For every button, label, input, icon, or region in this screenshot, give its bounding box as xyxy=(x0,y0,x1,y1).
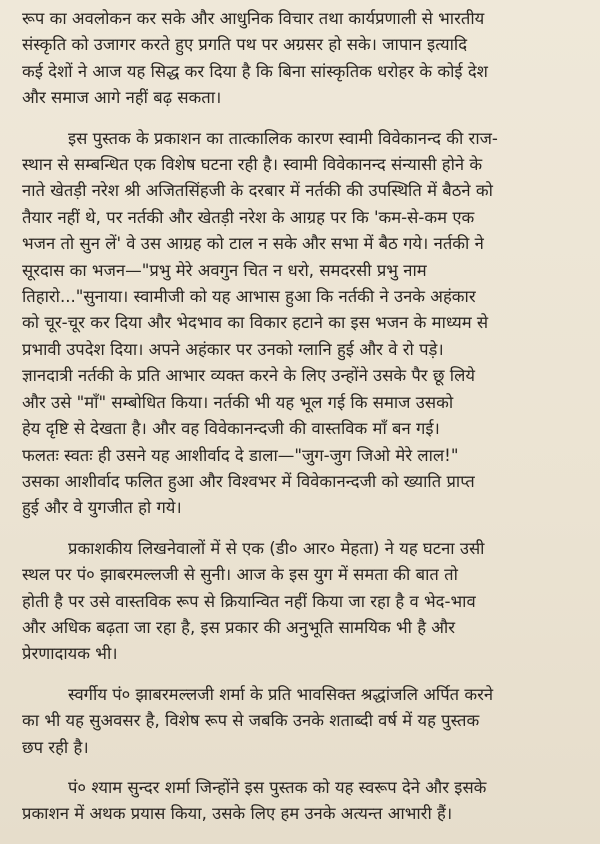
paragraph-spacer xyxy=(22,112,588,126)
paragraph-1: रूप का अवलोकन कर सके और आधुनिक विचार तथा कार्यप्रणाली से भारतीय संस्कृति को उजागर करते हुए प्रगति पथ पर अग्रसर हो सके। जापान इत्यादि कई देशों ने आज यह सिद्ध कर दिया है कि बिना सांस्कृतिक धरोहर के कोई देश और समाज आगे नहीं बढ़ सकता। xyxy=(22,9,488,108)
paragraph-4: स्वर्गीय पं० झाबरमल्लजी शर्मा के प्रति भावसिक्त श्रद्धांजलि अर्पित करने का भी यह सुअवसर है, विशेष रूप से जबकि उनके शताब्दी वर्ष में यह पुस्तक छप रही है। xyxy=(22,684,494,757)
paragraph-spacer xyxy=(22,761,588,775)
paragraph-5: पं० श्याम सुन्दर शर्मा जिन्होंने इस पुस्तक को यह स्वरूप देने और इसके प्रकाशन में अथक प्रयास किया, उसके लिए हम उनके अत्यन्त आभारी हैं। xyxy=(22,777,487,824)
paragraph-3: प्रकाशकीय लिखनेवालों में से एक (डी० आर० मेहता) ने यह घटना उसी स्थल पर पं० झाबरमल्लजी से सुनी। आज के इस युग में समता की बात तो होती है पर उसे वास्तविक रूप से क्रियान्वित नहीं किया जा रहा है व भेद-भाव और अधिक बढ़ता जा रहा है, इस प्रकार की अनुभूति सामयिक भी है और प्रेरणादायक भी। xyxy=(22,538,485,664)
paragraph-spacer xyxy=(22,668,588,682)
paragraph-spacer xyxy=(22,522,588,536)
paragraph-2: इस पुस्तक के प्रकाशन का तात्कालिक कारण स्वामी विवेकानन्द की राज- स्थान से सम्बन्धित एक विशेष घटना रही है। स्वामी विवेकानन्द संन्यासी होने के नाते खेतड़ी नरेश श्री अजितसिंहजी के दरबार में नर्तकी की उपस्थिति में बैठने को तैयार नहीं थे, पर नर्तकी और खेतड़ी नरेश के आग्रह पर कि 'कम-से-कम एक भजन तो सुन लें' वे उस आग्रह को टाल न सके और सभा में बैठ गये। नर्तकी ने सूरदास का भजन—"प्रभु मेरे अवगुन चित न धरो, समदरसी प्रभु नाम तिहारो..."सुनाया। स्वामीजी को यह आभास हुआ कि नर्तकी ने उनके अहंकार को चूर-चूर कर दिया और भेदभाव का विकार हटाने का इस भजन के माध्यम से प्रभावी उपदेश दिया। अपने अहंकार पर उनको ग्लानि हुई और वे रो पड़े। ज्ञानदात्री नर्तकी के प्रति आभार व्यक्त करने के लिए उन्होंने उसके पैर छू लिये और उसे "माँ" सम्बोधित किया। नर्तकी भी यह भूल गई कि समाज उसको हेय दृष्टि से देखता है। और वह विवेकानन्दजी की वास्तविक माँ बन गई। फलतः स्वतः ही उसने यह आशीर्वाद दे डाला—"जुग-जुग जिओ मेरे लाल!" उसका आशीर्वाद फलित हुआ और विश्वभर में विवेकानन्दजी को ख्याति प्राप्त हुई और वे युगजीत हो गये। xyxy=(22,128,498,518)
